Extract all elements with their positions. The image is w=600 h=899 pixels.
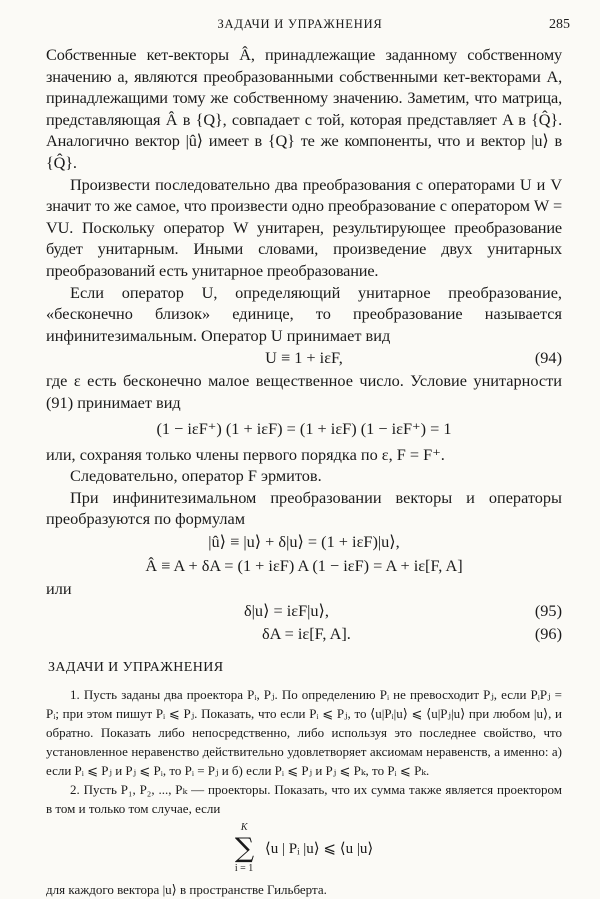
main-text bbox=[46, 44, 562, 899]
equation-transform-operator-body: Â ≡ A + δA = (1 + iεF) A (1 − iεF) = A + iε[F, A] bbox=[145, 555, 463, 575]
page-number: 285 bbox=[549, 17, 570, 32]
equation-96-body: δA = iε[F, A]. bbox=[262, 624, 351, 644]
equation-94-number: (94) bbox=[534, 348, 562, 368]
equation-transform-operator bbox=[46, 554, 562, 578]
sum-symbol bbox=[235, 824, 257, 876]
equation-94-body: U ≡ 1 + iεF, bbox=[265, 348, 343, 368]
equation-transform-vector bbox=[46, 530, 562, 554]
equation-unitarity-body: (1 − iεF⁺) (1 + iεF) = (1 + iεF) (1 − iεF⁺) = 1 bbox=[156, 418, 452, 438]
sum-expression: ⟨u | Pᵢ |u⟩ ⩽ ⟨u |u⟩ bbox=[264, 841, 374, 858]
exercise-2: 2. Пусть P₁, P₂, ..., Pₖ — проекторы. Показать, что их сумма также является проектором в том и только том случае, если bbox=[46, 782, 562, 817]
paragraph-eigenvectors: Собственные кет-векторы Â, принадлежащие заданному собственному значению a, являются преобразованными собственными кет-векторами A, принадлежащими тому же собственному значению. Заметим, что матрица, представляющая Â в {Q}, совпадает с той, которая представляет A в {Q̂}. Аналогично вектор |û⟩ имеет в {Q} те же компоненты, что и вектор |u⟩ в {Q̂}. bbox=[46, 45, 562, 172]
equation-95 bbox=[46, 599, 562, 622]
exercise-1: 1. Пусть заданы два проектора Pᵢ, Pⱼ. По определению Pᵢ не превосходит Pⱼ, если PᵢPⱼ = Pᵢ; при этом пишут Pᵢ ⩽ Pⱼ. Показать, что если Pᵢ ⩽ Pⱼ, то ⟨u|Pᵢ|u⟩ ⩽ ⟨u|Pⱼ|u⟩ при любом |u⟩, и обратно. Показать либо непосредственно, либо используя это последнее свойство, что установленное неравенство действительно удовлетворяет аксиомам неравенств, а именно: а) если Pᵢ ⩽ Pⱼ и Pⱼ ⩽ Pᵢ, то Pᵢ = Pⱼ и б) если Pᵢ ⩽ Pⱼ и Pⱼ ⩽ Pₖ, то Pᵢ ⩽ Pₖ. bbox=[46, 687, 562, 779]
sigma-glyph: ∑ bbox=[234, 833, 255, 865]
sum-inequality bbox=[46, 824, 562, 876]
section-heading: ЗАДАЧИ И УПРАЖНЕНИЯ bbox=[48, 660, 224, 676]
exercises bbox=[46, 685, 562, 899]
running-header bbox=[0, 17, 600, 35]
sum-lower-limit: i = 1 bbox=[234, 863, 254, 875]
paragraph-or: или bbox=[46, 578, 72, 598]
paragraph-formulas: При инфинитезимальном преобразовании векторы и операторы преобразуются по формулам bbox=[46, 487, 562, 529]
paragraph-epsilon: где ε есть бесконечно малое вещественное число. Условие унитарности (91) принимает вид bbox=[46, 371, 562, 412]
running-title: ЗАДАЧИ И УПРАЖНЕНИЯ bbox=[217, 17, 383, 31]
paragraph-hermitian: Следовательно, оператор F эрмитов. bbox=[70, 466, 322, 486]
equation-96 bbox=[46, 622, 562, 645]
paragraph-infinitesimal: Если оператор U, определяющий унитарное преобразование, «бесконечно близок» единице, то преобразование называется инфинитезимальным. Оператор U принимает вид bbox=[46, 282, 562, 345]
equation-unitarity bbox=[46, 414, 562, 444]
paragraph-two-transforms: Произвести последовательно два преобразования с операторами U и V значит то же самое, что произвести одно преобразование с оператором W = VU. Поскольку оператор W унитарен, результирующее преобразование будет унитарным. Иными словами, произведение двух унитарных преобразований есть унитарное преобразование. bbox=[46, 174, 562, 280]
exercise-2-end: для каждого вектора |u⟩ в пространстве Гильберта. bbox=[46, 882, 327, 898]
equation-94 bbox=[46, 346, 562, 370]
equation-transform-vector-body: |û⟩ ≡ |u⟩ + δ|u⟩ = (1 + iεF)|u⟩, bbox=[208, 531, 400, 551]
sum-upper-limit: K bbox=[240, 822, 248, 834]
paragraph-first-order: или, сохраняя только члены первого порядка по ε, F = F⁺. bbox=[46, 444, 445, 464]
equation-95-body: δ|u⟩ = iεF|u⟩, bbox=[244, 601, 329, 621]
equation-96-number: (96) bbox=[534, 624, 562, 644]
equation-95-number: (95) bbox=[534, 601, 562, 621]
